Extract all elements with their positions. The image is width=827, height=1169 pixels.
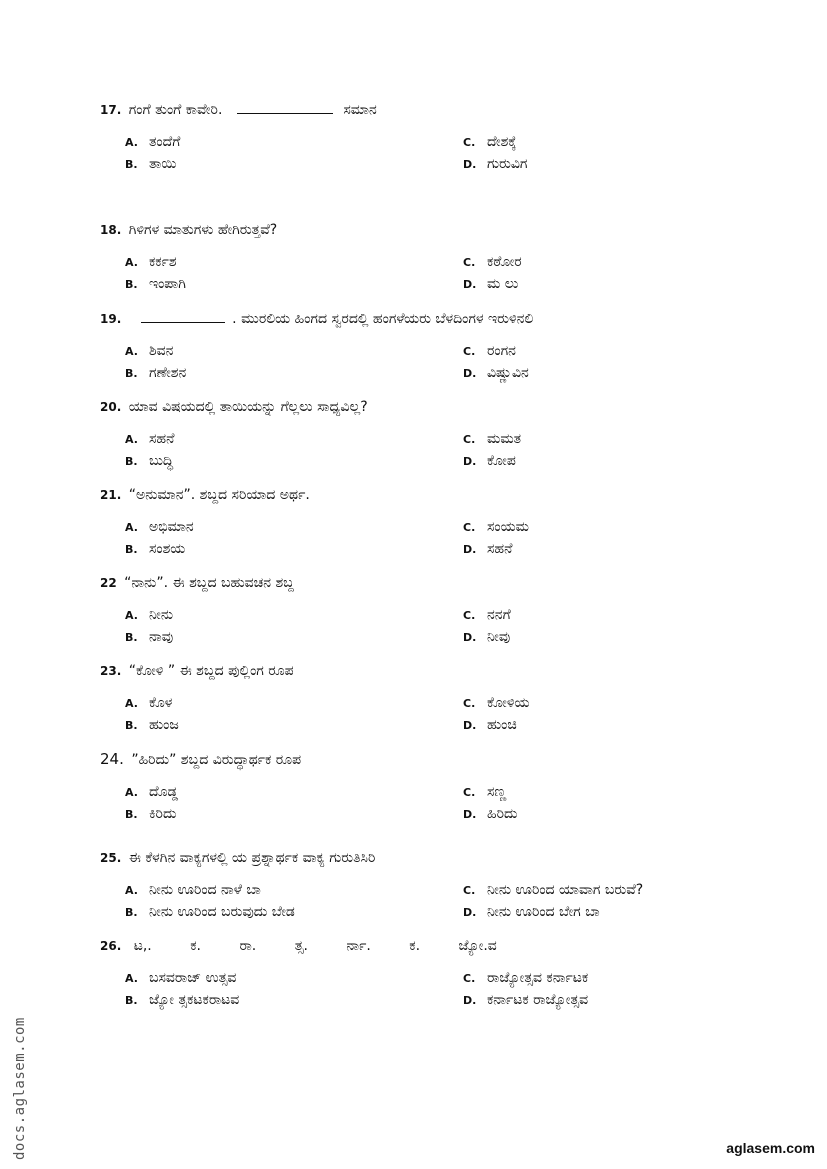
option-letter: C. bbox=[463, 884, 476, 897]
option-text: ತಂದೆಗೆ bbox=[149, 134, 181, 150]
option-d bbox=[438, 539, 512, 560]
jumbled-part: ಟ,. bbox=[133, 938, 152, 954]
option-letter: C. bbox=[463, 521, 476, 534]
option-text: ಸಣ್ಣ bbox=[487, 784, 507, 800]
option-text: ಕರ್ನಾಟಕ ರಾಜ್ಯೋತ್ಸವ bbox=[487, 992, 589, 1008]
question-stem bbox=[100, 220, 790, 240]
option-letter: D. bbox=[463, 278, 477, 291]
question-number: 23. bbox=[100, 664, 122, 678]
question-number: 25. bbox=[100, 851, 122, 865]
option-text: ನೀನು ಊರಿಂದ ಬರುವುದು ಬೇಡ bbox=[149, 904, 295, 920]
option-b bbox=[100, 804, 176, 825]
option-a bbox=[100, 252, 177, 273]
question-text: “ನಾನು”. ಈ ಶಬ್ದದ ಬಹುವಚನ ಶಬ್ದ bbox=[124, 575, 294, 591]
option-c bbox=[438, 605, 511, 626]
option-b bbox=[100, 990, 239, 1011]
options bbox=[100, 693, 790, 737]
option-text: ನೀನು bbox=[149, 607, 174, 623]
question-text: ಗಿಳಿಗಳ ಮಾತುಗಳು ಹೇಗಿರುತ್ತವೆ? bbox=[128, 222, 278, 238]
question-24 bbox=[100, 749, 790, 826]
option-text: ದೊಡ್ಡ bbox=[149, 784, 179, 800]
option-letter: A. bbox=[125, 433, 138, 446]
option-letter: C. bbox=[463, 433, 476, 446]
option-letter: D. bbox=[463, 631, 477, 644]
question-25 bbox=[100, 848, 790, 924]
option-a bbox=[100, 341, 173, 362]
option-c bbox=[438, 341, 516, 362]
option-text: ಕಿರಿದು bbox=[149, 806, 177, 822]
option-text: ಇಂಪಾಗಿ bbox=[149, 276, 186, 292]
watermark-text: docs.aglasem.com bbox=[12, 1017, 28, 1160]
question-stem bbox=[100, 485, 790, 505]
option-text: ನೀನು ಊರಿಂದ ನಾಳೆ ಬಾ bbox=[149, 882, 261, 898]
option-text: ಅಭಿಮಾನ bbox=[149, 519, 194, 535]
option-letter: A. bbox=[125, 521, 138, 534]
options bbox=[100, 341, 790, 385]
option-a bbox=[100, 880, 261, 901]
options bbox=[100, 782, 790, 826]
option-text: ಕೋಪ bbox=[487, 453, 516, 469]
option-text: ಸಂಯಮ bbox=[487, 519, 529, 535]
question-text: “ಕೋಳಿ ” ಈ ಶಬ್ದದ ಪುಲ್ಲಿಂಗ ರೂಪ bbox=[128, 663, 294, 679]
question-number: 24. bbox=[100, 750, 124, 768]
option-text: ಶಿವನ bbox=[149, 343, 174, 359]
option-letter: C. bbox=[463, 256, 476, 269]
option-text: ಜ್ಯೋ ತ್ಸಕಟಕರಾಟವ bbox=[149, 992, 240, 1008]
option-text: ಗಣೇಶನ bbox=[149, 365, 187, 381]
option-b bbox=[100, 539, 185, 560]
question-text: “ಅನುಮಾನ”. ಶಬ್ದದ ಸರಿಯಾದ ಅರ್ಥ. bbox=[128, 487, 310, 503]
option-a bbox=[100, 605, 173, 626]
question-stem bbox=[100, 573, 790, 593]
option-text: ಕರ್ಕಶ bbox=[149, 254, 177, 270]
question-number: 26. bbox=[100, 939, 122, 953]
option-a bbox=[100, 693, 172, 714]
option-b bbox=[100, 274, 186, 295]
option-d bbox=[438, 902, 600, 923]
question-text-after: ಸಮಾನ bbox=[343, 102, 377, 118]
option-letter: A. bbox=[125, 884, 138, 897]
option-text: ಹುಂಜ bbox=[149, 717, 179, 733]
option-text: ಮ ಲು bbox=[487, 276, 519, 292]
option-b bbox=[100, 627, 173, 648]
option-b bbox=[100, 154, 176, 175]
option-a bbox=[100, 782, 178, 803]
option-b bbox=[100, 902, 295, 923]
option-text: ಕಠೋರ bbox=[487, 254, 522, 270]
option-a bbox=[100, 132, 180, 153]
option-d bbox=[438, 274, 518, 295]
option-text: ರಂಗನ bbox=[487, 343, 516, 359]
option-d bbox=[438, 363, 529, 384]
option-letter: D. bbox=[463, 543, 477, 556]
option-c bbox=[438, 693, 529, 714]
option-text: ನೀನು ಊರಿಂದ ಬೇಗ ಬಾ bbox=[487, 904, 600, 920]
option-text: ಕೊಳ bbox=[149, 695, 173, 711]
option-letter: B. bbox=[125, 631, 138, 644]
option-a bbox=[100, 968, 236, 989]
option-d bbox=[438, 627, 510, 648]
option-text: ನೀನು ಊರಿಂದ ಯಾವಾಗ ಬರುವೆ? bbox=[487, 882, 644, 898]
question-number: 19. bbox=[100, 312, 122, 326]
question-17 bbox=[100, 100, 790, 176]
question-stem bbox=[100, 936, 790, 956]
question-stem bbox=[100, 661, 790, 681]
option-d bbox=[438, 715, 517, 736]
question-number: 20. bbox=[100, 400, 122, 414]
question-22 bbox=[100, 573, 790, 649]
option-letter: B. bbox=[125, 906, 138, 919]
option-letter: D. bbox=[463, 158, 477, 171]
option-letter: D. bbox=[463, 906, 477, 919]
option-c bbox=[438, 252, 522, 273]
option-letter: A. bbox=[125, 786, 138, 799]
option-letter: B. bbox=[125, 994, 138, 1007]
options bbox=[100, 880, 790, 924]
options bbox=[100, 968, 790, 1012]
question-text: ಗಂಗೆ ತುಂಗೆ ಕಾವೇರಿ. bbox=[128, 102, 223, 118]
option-letter: C. bbox=[463, 972, 476, 985]
options bbox=[100, 132, 790, 176]
option-a bbox=[100, 429, 174, 450]
option-letter: B. bbox=[125, 543, 138, 556]
option-c bbox=[438, 517, 529, 538]
question-stem bbox=[100, 397, 790, 417]
option-c bbox=[438, 132, 517, 153]
option-text: ಹುಂಚಿ bbox=[487, 717, 517, 733]
option-letter: B. bbox=[125, 367, 138, 380]
option-text: ಮಮತ bbox=[487, 431, 522, 447]
option-c bbox=[438, 968, 588, 989]
question-23 bbox=[100, 661, 790, 737]
question-number: 18. bbox=[100, 223, 122, 237]
option-text: ಗುರುವಿಗ bbox=[487, 156, 528, 172]
option-letter: C. bbox=[463, 697, 476, 710]
question-26 bbox=[100, 936, 790, 1012]
option-text: ದೇಶಕ್ಕೆ bbox=[487, 134, 517, 150]
question-stem bbox=[100, 100, 790, 120]
question-20 bbox=[100, 397, 790, 473]
option-letter: B. bbox=[125, 455, 138, 468]
option-text: ನೀವು bbox=[487, 629, 511, 645]
option-text: ಸಂಶಯ bbox=[149, 541, 186, 557]
option-text: ಬುದ್ಧಿ bbox=[149, 453, 174, 469]
options bbox=[100, 429, 790, 473]
question-18 bbox=[100, 220, 790, 296]
option-letter: C. bbox=[463, 345, 476, 358]
option-text: ಕೋಳಿಯ bbox=[487, 695, 530, 711]
option-text: ಸಹನೆ bbox=[149, 431, 175, 447]
option-text: ರಾಜ್ಯೋತ್ಸವ ಕರ್ನಾಟಕ bbox=[487, 970, 589, 986]
question-19 bbox=[100, 309, 790, 385]
option-c bbox=[438, 880, 643, 901]
options bbox=[100, 605, 790, 649]
jumbled-part: ತ್ಸ. bbox=[294, 938, 308, 954]
options bbox=[100, 517, 790, 561]
option-d bbox=[438, 154, 528, 175]
jumbled-part: ಕ. bbox=[190, 938, 201, 954]
option-letter: D. bbox=[463, 455, 477, 468]
option-letter: C. bbox=[463, 609, 476, 622]
option-letter: D. bbox=[463, 367, 477, 380]
option-text: ನನಗೆ bbox=[487, 607, 511, 623]
option-letter: A. bbox=[125, 609, 138, 622]
option-letter: A. bbox=[125, 345, 138, 358]
option-text: ಸಹನೆ bbox=[487, 541, 513, 557]
question-text: ”ಹಿರಿದು” ಶಬ್ದದ ವಿರುದ್ಧಾರ್ಥಕ ರೂಪ bbox=[131, 752, 302, 768]
question-stem bbox=[100, 848, 790, 868]
option-a bbox=[100, 517, 194, 538]
option-letter: A. bbox=[125, 256, 138, 269]
question-text: ಈ ಕೆಳಗಿನ ವಾಕ್ಯಗಳಲ್ಲಿ ಯ ಪ್ರಶ್ನಾರ್ಥಕ ವಾಕ್ಯ ಗುರುತಿಸಿರಿ bbox=[128, 850, 376, 866]
question-text: . ಮುರಲಿಯ ಹಿಂಗದ ಸ್ವರದಲ್ಲಿ ಹಂಗಳೆಯರು ಬೆಳದಿಂಗಳ ಇರುಳಿನಲಿ bbox=[232, 311, 534, 327]
jumbled-part: ಜ್ಯೋ.ವ bbox=[458, 938, 497, 954]
option-letter: A. bbox=[125, 136, 138, 149]
fill-blank bbox=[237, 100, 333, 114]
option-letter: B. bbox=[125, 158, 138, 171]
option-text: ಬಸವರಾಜ್ ಉತ್ಸವ bbox=[149, 970, 237, 986]
option-letter: D. bbox=[463, 719, 477, 732]
option-b bbox=[100, 363, 186, 384]
question-text: ಯಾವ ವಿಷಯದಲ್ಲಿ ತಾಯಿಯನ್ನು ಗೆಲ್ಲಲು ಸಾಧ್ಯವಿಲ್ಲ? bbox=[128, 399, 368, 415]
option-letter: B. bbox=[125, 278, 138, 291]
jumbled-part: ರಾ. bbox=[239, 938, 257, 954]
question-stem bbox=[100, 309, 790, 329]
option-letter: B. bbox=[125, 719, 138, 732]
option-letter: A. bbox=[125, 697, 138, 710]
option-b bbox=[100, 715, 179, 736]
option-letter: D. bbox=[463, 808, 477, 821]
question-number: 17. bbox=[100, 103, 122, 117]
option-b bbox=[100, 451, 173, 472]
option-letter: A. bbox=[125, 972, 138, 985]
question-number: 22 bbox=[100, 576, 117, 590]
option-letter: D. bbox=[463, 994, 477, 1007]
option-text: ನಾವು bbox=[149, 629, 174, 645]
option-letter: C. bbox=[463, 786, 476, 799]
option-letter: C. bbox=[463, 136, 476, 149]
option-d bbox=[438, 804, 518, 825]
option-d bbox=[438, 451, 516, 472]
question-stem bbox=[100, 749, 790, 770]
option-c bbox=[438, 429, 521, 450]
option-text: ತಾಯಿ bbox=[149, 156, 177, 172]
option-d bbox=[438, 990, 588, 1011]
option-c bbox=[438, 782, 506, 803]
question-number: 21. bbox=[100, 488, 122, 502]
option-text: ಹಿರಿದು bbox=[487, 806, 518, 822]
option-text: ವಿಷ್ಣುವಿನ bbox=[487, 365, 529, 381]
options bbox=[100, 252, 790, 296]
question-21 bbox=[100, 485, 790, 561]
fill-blank bbox=[141, 309, 225, 323]
option-letter: B. bbox=[125, 808, 138, 821]
jumbled-part: ಕ. bbox=[409, 938, 421, 954]
site-label: aglasem.com bbox=[726, 1140, 815, 1156]
jumbled-part: ರ್ನಾ. bbox=[346, 938, 371, 954]
